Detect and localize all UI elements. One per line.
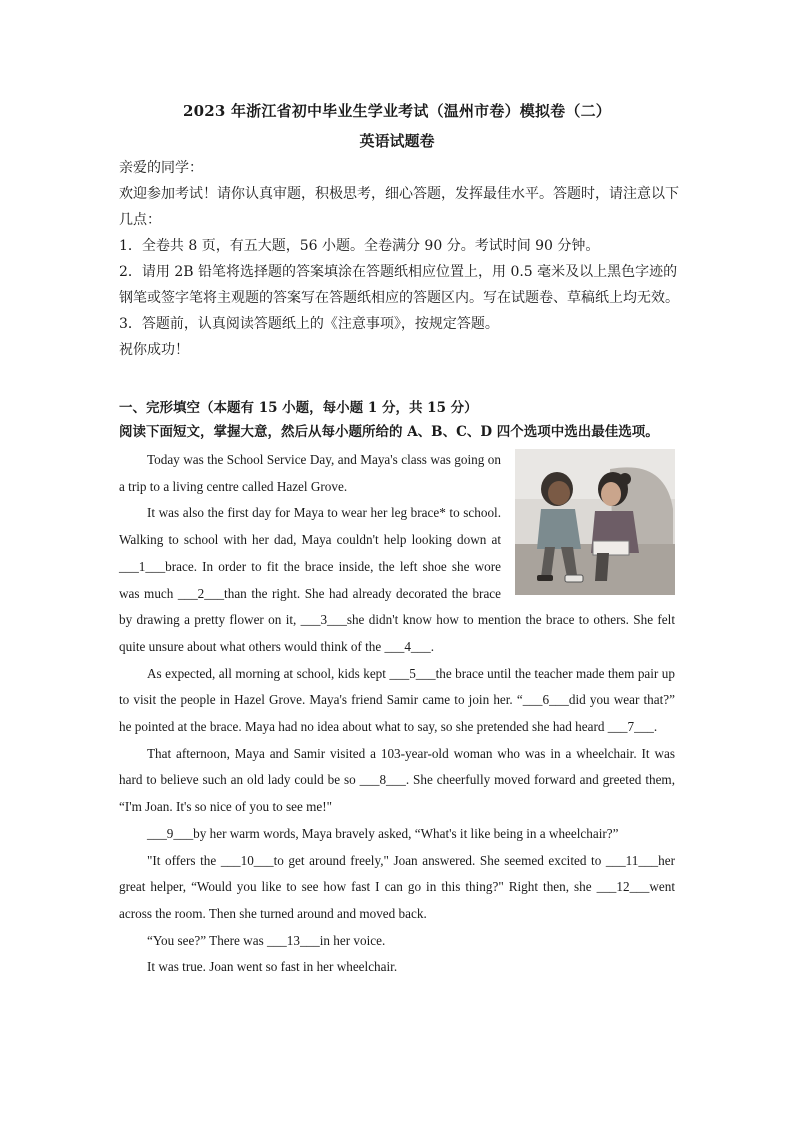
- paragraph-8: It was true. Joan went so fast in her wheelchair.: [147, 959, 398, 975]
- closing: 祝你成功！: [119, 342, 189, 358]
- paragraph-3: As expected, all morning at school, kids kept ___5___the brace until the teacher made them pair up to visit the people in Hazel Grove. Maya's friend Samir came to join her. “___6___did you wear that?” he pointed at the brace. Maya had no idea about what to say, so she pretended she had heard ___7___.: [119, 665, 675, 735]
- section-instruction: 阅读下面短文，掌握大意，然后从每小题所给的 A、B、C、D 四个选项中选出最佳选项。: [119, 424, 659, 440]
- two-children-on-bench-illustration: [515, 449, 675, 595]
- greeting: 亲爱的同学：: [119, 160, 203, 176]
- paragraph-1: Today was the School Service Day, and Maya's class was going on a trip to a living centre called Hazel Grove.: [119, 452, 501, 494]
- section-heading: 一、完形填空（本题有 15 小题，每小题 1 分，共 15 分）: [119, 400, 478, 416]
- paragraph-4: That afternoon, Maya and Samir visited a 103-year-old woman who was in a wheelchair. It was hard to believe such an old lady could be so ___8___. She cheerfully moved forward and greeted them, “I'm Joan. It's so nice of you to see me!": [119, 745, 675, 815]
- paragraph-7: “You see?” There was ___13___in her voice.: [147, 932, 386, 948]
- exam-title: 2023 年浙江省初中毕业生学业考试（温州市卷）模拟卷（二）: [183, 102, 611, 120]
- welcome-text: 欢迎参加考试！请你认真审题，积极思考，细心答题，发挥最佳水平。答题时，请注意以下几点：: [119, 186, 679, 228]
- paragraph-2: It was also the first day for Maya to wear her leg brace* to school. Walking to school with her dad, Maya couldn't help looking down at ___1___brace. In order to fit the brace inside, the left shoe she wore was much ___2___than the right. She had already decorated the brace by drawing a pretty flower on it, ___3___she didn't know how to mention the brace to others. She felt quite unsure about what others would think of the ___4___.: [119, 505, 675, 654]
- rule-2: 2．请用 2B 铅笔将选择题的答案填涂在答题纸相应位置上，用 0.5 毫米及以上黑色字迹的钢笔或签字笔将主观题的答案写在答题纸相应的答题区内。写在试题卷、草稿纸上均无效。: [119, 264, 679, 306]
- rule-3: 3．答题前，认真阅读答题纸上的《注意事项》，按规定答题。: [119, 316, 499, 332]
- section-header: [119, 396, 679, 444]
- paragraph-6: "It offers the ___10___to get around freely," Joan answered. She seemed excited to ___11___her great helper, “Would you like to see how fast I can go in this thing?" Right then, she ___12___went across the room. Then she turned around and moved back.: [119, 852, 675, 921]
- exam-subtitle: 英语试题卷: [359, 132, 435, 150]
- rule-1: 1．全卷共 8 页，有五大题，56 小题。全卷满分 90 分。考试时间 90 分钟。: [119, 238, 600, 254]
- exam-instructions: [119, 155, 679, 363]
- paragraph-5: ___9___by her warm words, Maya bravely asked, “What's it like being in a wheelchair?”: [147, 825, 619, 841]
- cloze-passage: [119, 447, 675, 981]
